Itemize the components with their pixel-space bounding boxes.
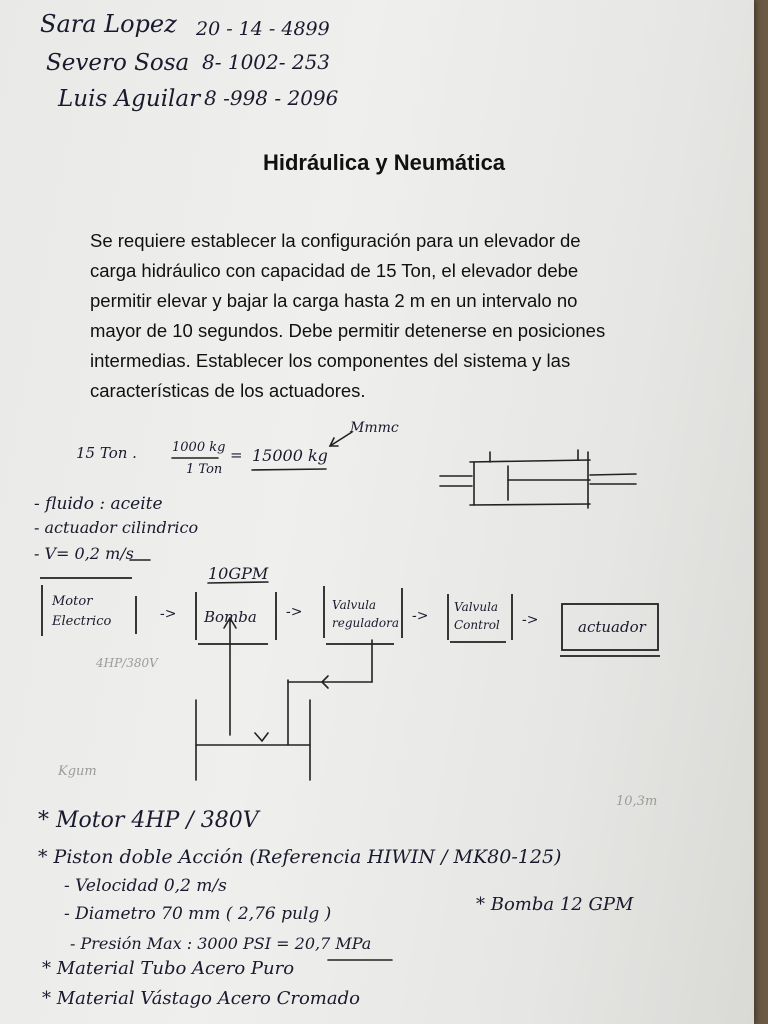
student-id-2: 8- 1002- 253: [202, 50, 331, 74]
faint-mark: 4HP/380V: [96, 656, 158, 670]
prompt-line: permitir elevar y bajar la carga hasta 2 m en un intervalo no: [90, 290, 578, 311]
calc-denominator: 1 Ton: [186, 462, 223, 477]
block-valvula-reg: Valvula reguladora: [332, 598, 400, 630]
prompt-line: carga hidráulico con capacidad de 15 Ton, el elevador debe: [90, 260, 579, 281]
arrow-2: ->: [286, 604, 303, 620]
student-name-2: Severo Sosa: [46, 50, 190, 76]
spec-velocity: - V= 0,2 m/s: [34, 544, 134, 563]
block-valvula-ctrl: Valvula Control: [454, 600, 500, 632]
result-pump: * Bomba 12 GPM: [476, 894, 634, 915]
result-velocity: - Velocidad 0,2 m/s: [64, 876, 227, 896]
calc-result: 15000 kg: [252, 446, 328, 465]
prompt-line: características de los actuadores.: [90, 380, 366, 401]
student-id-1: 20 - 14 - 4899: [196, 18, 330, 40]
result-diameter: - Diametro 70 mm ( 2,76 pulg ): [64, 904, 332, 924]
arrow-1: ->: [160, 606, 177, 622]
flow-gpm: 10GPM: [208, 564, 269, 583]
block-actuador: actuador: [578, 618, 646, 636]
result-rod: * Material Vástago Acero Cromado: [42, 988, 360, 1009]
spec-actuator: - actuador cilindrico: [34, 518, 199, 537]
faint-mark: Kgum: [58, 764, 97, 779]
student-name-3: Luis Aguilar: [58, 86, 201, 112]
block-motor: Motor Electrico: [52, 594, 112, 629]
cylinder-sketch: [440, 450, 636, 508]
page-title: Hidráulica y Neumática: [262, 150, 506, 175]
arrow-4: ->: [522, 612, 539, 628]
arrow-3: ->: [412, 608, 429, 624]
result-motor: * Motor 4HP / 380V: [38, 808, 259, 833]
calc-numerator: 1000 kg: [172, 440, 226, 455]
student-id-3: 8 -998 - 2096: [204, 86, 339, 110]
result-tube: * Material Tubo Acero Puro: [42, 958, 295, 979]
result-pressure: - Presión Max : 3000 PSI = 20,7 MPa: [70, 934, 372, 953]
spec-fluid: - fluido : aceite: [34, 494, 163, 514]
faint-mark: 10,3m: [616, 794, 658, 809]
prompt-line: intermedias. Establecer los componentes del sistema y las: [90, 350, 571, 371]
block-bomba: Bomba: [204, 608, 257, 626]
student-name-1: Sara Lopez: [40, 10, 177, 38]
prompt-line: Se requiere establecer la configuración para un elevador de: [90, 230, 581, 251]
prompt-line: mayor de 10 segundos. Debe permitir detenerse en posiciones: [90, 320, 606, 341]
calc-equals: =: [230, 446, 243, 464]
calc-lhs: 15 Ton .: [76, 444, 137, 462]
result-piston: * Piston doble Acción (Referencia HIWIN / MK80-125): [38, 846, 562, 868]
calc-note: Mmmc: [350, 420, 399, 436]
